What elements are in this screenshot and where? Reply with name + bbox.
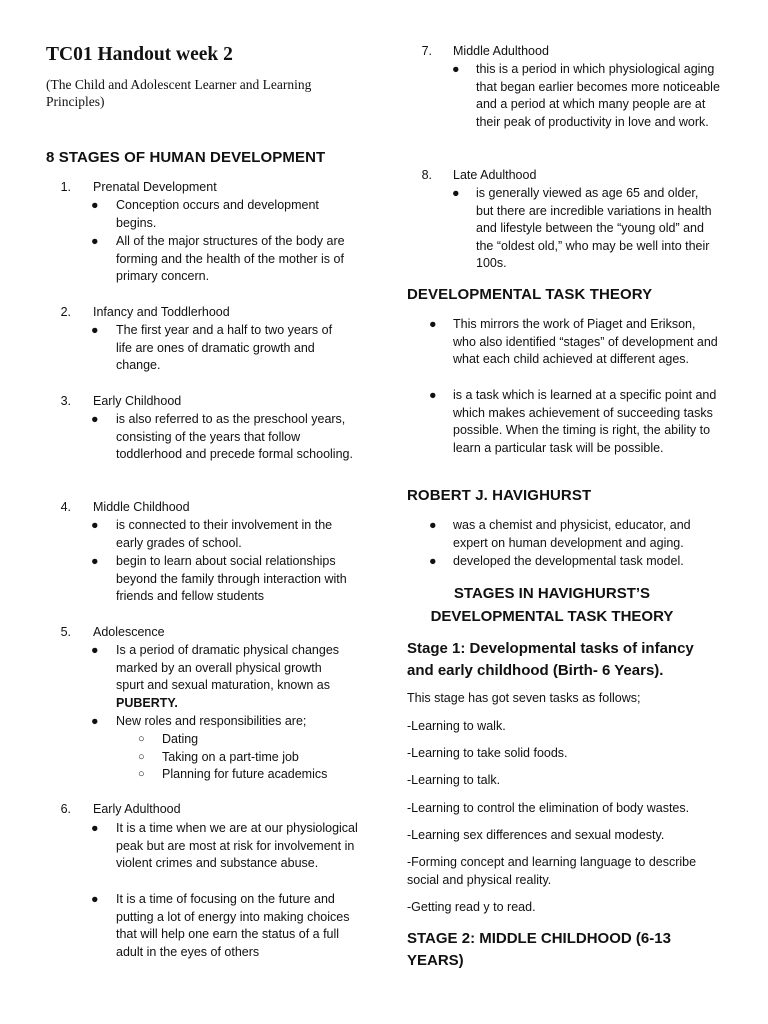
- list-number: 5.: [60, 625, 71, 639]
- bullet-icon: ●: [91, 234, 99, 248]
- bullet-text: It is a time of focusing on the future and putting a lot of energy into making choices that will help one earn the status of a full adult in the eyes of others: [116, 892, 350, 959]
- stage-name: Early Childhood: [93, 394, 182, 408]
- bullet-icon: ●: [429, 554, 437, 568]
- bullet-text: New roles and responsibilities are;: [116, 714, 307, 728]
- list-number: 4.: [60, 500, 71, 514]
- bullet-text: this is a period in which physiological aging that began earlier becomes more noticeable and a period at which many people are at their peak of productivity in love and work.: [476, 62, 720, 129]
- stages-theory-heading-line1: STAGES IN HAVIGHURST’S: [453, 585, 651, 602]
- bullet-text: developed the developmental task model.: [453, 554, 684, 568]
- task-item: -Learning to talk.: [407, 773, 501, 787]
- bullet-icon: ●: [452, 62, 460, 76]
- bullet-icon: ●: [429, 317, 437, 331]
- bullet-text: It is a time when we are at our physiological peak but are most at risk for involvement in violent crimes and substance abuse.: [116, 821, 358, 871]
- task-item: -Learning to take solid foods.: [407, 746, 568, 760]
- task-item: -Forming concept and learning language to describe social and physical reality.: [407, 855, 697, 887]
- stage1-heading-line2: and early childhood (Birth- 6 Years).: [407, 662, 664, 679]
- bullet-text: begin to learn about social relationships beyond the family through interaction with friends and fellow students: [116, 554, 347, 604]
- list-number: 2.: [60, 305, 71, 319]
- circle-bullet-icon: ○: [138, 751, 145, 763]
- stage-name: Adolescence: [93, 625, 165, 639]
- sub-item-text: Taking on a part-time job: [162, 750, 299, 764]
- page-subtitle: (The Child and Adolescent Learner and Learning Principles): [46, 77, 312, 109]
- list-number: 1.: [60, 180, 71, 194]
- bullet-text: Is a period of dramatic physical changes marked by an overall physical growth spurt and sexual maturation, known as: [116, 643, 340, 693]
- page-title: TC01 Handout week 2: [46, 44, 233, 65]
- bullet-icon: ●: [452, 186, 460, 200]
- dtt-heading: DEVELOPMENTAL TASK THEORY: [407, 286, 653, 303]
- list-number: 3.: [60, 394, 71, 408]
- sub-item-text: Dating: [162, 732, 199, 746]
- bullet-icon: ●: [91, 892, 99, 906]
- sub-item-text: Planning for future academics: [162, 767, 328, 781]
- bullet-icon: ●: [91, 198, 99, 212]
- bullet-text: The first year and a half to two years of life are ones of dramatic growth and change.: [116, 323, 333, 373]
- bullet-text: is connected to their involvement in the early grades of school.: [116, 518, 333, 550]
- stages-heading: 8 STAGES OF HUMAN DEVELOPMENT: [46, 149, 326, 166]
- bullet-icon: ●: [91, 643, 99, 657]
- task-item: -Getting read y to read.: [407, 900, 536, 914]
- task-item: -Learning to walk.: [407, 719, 506, 733]
- bullet-icon: ●: [91, 323, 99, 337]
- stage-name: Middle Childhood: [93, 500, 190, 514]
- stage2-heading-line1: STAGE 2: MIDDLE CHILDHOOD (6-13: [407, 930, 671, 947]
- bullet-icon: ●: [91, 518, 99, 532]
- bullet-icon: ●: [429, 388, 437, 402]
- stage1-intro: This stage has got seven tasks as follows;: [407, 691, 641, 705]
- stage-name: Early Adulthood: [93, 802, 181, 816]
- bullet-text: This mirrors the work of Piaget and Erikson, who also identified “stages” of development and what each child achieved at different ages.: [453, 317, 718, 367]
- stage-name: Prenatal Development: [93, 180, 217, 194]
- bullet-text: is also referred to as the preschool years, consisting of the years that follow toddlerhood and precede formal schooling.: [116, 412, 353, 462]
- bullet-text: All of the major structures of the body are forming and the health of the mother is of primary concern.: [116, 234, 345, 284]
- bullet-icon: ●: [91, 714, 99, 728]
- bullet-text: was a chemist and physicist, educator, and expert on human development and aging.: [453, 518, 691, 550]
- stage-name: Middle Adulthood: [453, 44, 549, 58]
- list-number: 8.: [421, 168, 432, 182]
- list-number: 7.: [421, 44, 432, 58]
- bullet-text: is a task which is learned at a specific point and which makes achievement of succeeding tasks possible. When the timing is right, the ability to learn a particular task will be possible.: [453, 388, 717, 455]
- bullet-icon: ●: [91, 412, 99, 426]
- bullet-text: is generally viewed as age 65 and older, but there are incredible variations in health and lifestyle between the “young old” and the “oldest old,” who may be well into their 100s.: [476, 186, 712, 271]
- task-item: -Learning to control the elimination of body wastes.: [407, 801, 690, 815]
- stage-name: Late Adulthood: [453, 168, 537, 182]
- circle-bullet-icon: ○: [138, 768, 145, 780]
- bullet-icon: ●: [91, 554, 99, 568]
- bullet-icon: ●: [91, 821, 99, 835]
- list-number: 6.: [60, 802, 71, 816]
- stage-name: Infancy and Toddlerhood: [93, 305, 230, 319]
- bullet-text: Conception occurs and development begins.: [116, 198, 319, 230]
- bullet-icon: ●: [429, 518, 437, 532]
- task-item: -Learning sex differences and sexual modesty.: [407, 828, 665, 842]
- circle-bullet-icon: ○: [138, 733, 145, 745]
- stages-theory-heading-line2: DEVELOPMENTAL TASK THEORY: [430, 608, 674, 625]
- puberty-term: PUBERTY.: [116, 696, 178, 710]
- stage1-heading-line1: Stage 1: Developmental tasks of infancy: [407, 640, 694, 657]
- havighurst-heading: ROBERT J. HAVIGHURST: [407, 487, 592, 504]
- stage2-heading-line2: YEARS): [407, 952, 464, 969]
